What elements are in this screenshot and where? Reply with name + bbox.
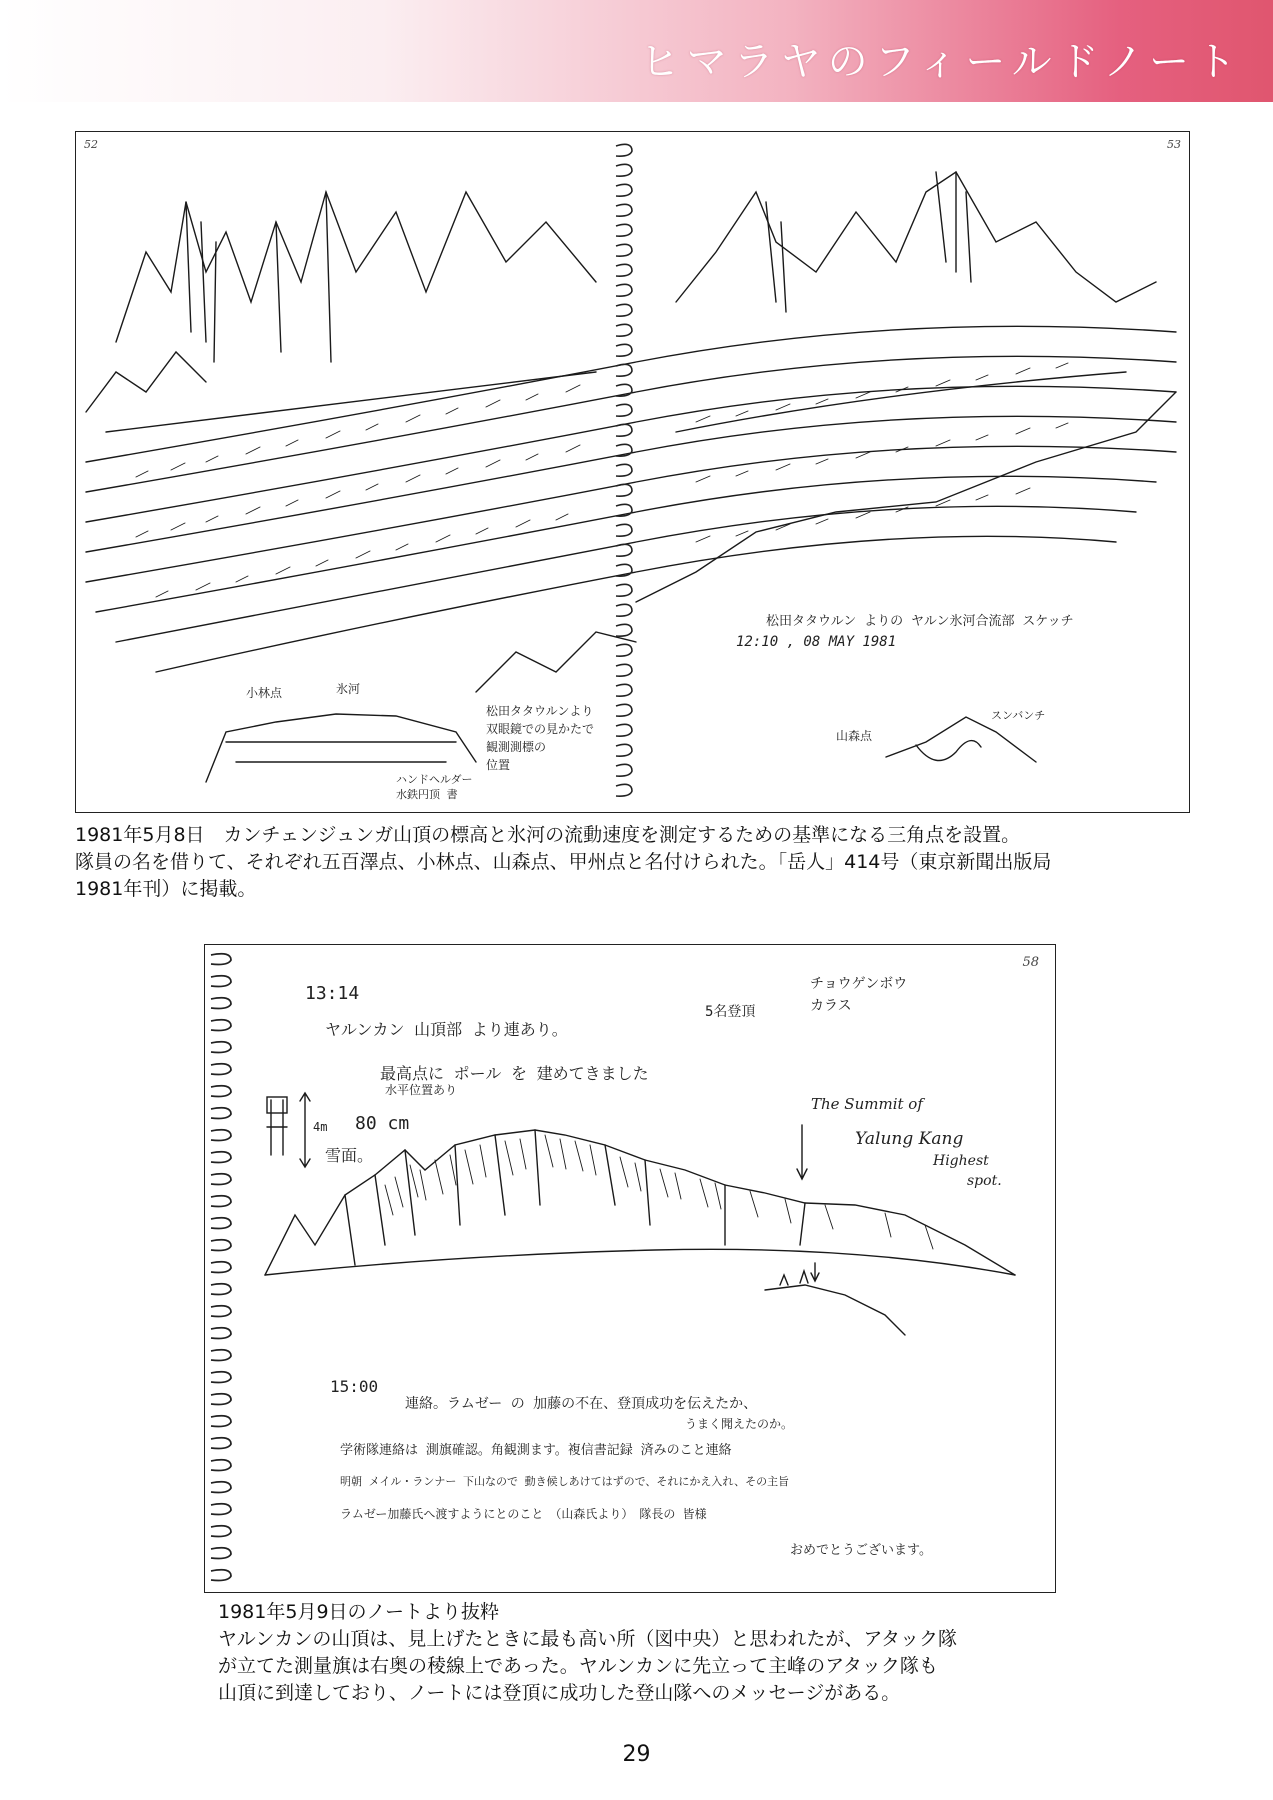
- sketch-page-number-right: 53: [1167, 138, 1181, 151]
- note-line-a: ヤルンカン 山頂部 より連あり。: [325, 1020, 568, 1039]
- note-measure: 80 cm: [355, 1113, 410, 1134]
- notebook-page-number: 58: [1022, 955, 1039, 970]
- note-five-summit: 5名登頂: [705, 1004, 756, 1020]
- caption-line: 山頂に到達しており、ノートには登頂に成功した登山隊へのメッセージがある。: [218, 1682, 901, 1704]
- note-time-2: 15:00: [330, 1377, 379, 1396]
- sketch-label-right: スンバンチ: [991, 709, 1046, 722]
- caption-figure-1: [75, 822, 1195, 903]
- note-line-c: 連絡。ラムゼー の 加藤の不在、登頂成功を伝えたか、: [405, 1396, 758, 1412]
- caption-figure-2: [218, 1599, 1088, 1707]
- note-spot: spot.: [967, 1173, 1002, 1189]
- sketch-label-yamamori: 山森点: [836, 729, 873, 743]
- note-line-e: 明朝 メイル・ランナー 下山なので 動き候しあけてはずので、それにかえ入れ、その主旨: [340, 1475, 790, 1488]
- caption-line: が立てた測量旗は右奥の稜線上であった。ヤルンカンに先立って主峰のアタック隊も: [218, 1655, 938, 1677]
- sketch-left-note-line: 位置: [486, 758, 511, 772]
- sketch-hand-note: [396, 772, 473, 802]
- note-summit-of: The Summit of: [811, 1095, 923, 1113]
- caption-line: ヤルンカンの山頂は、見上げたときに最も高い所（図中央）と思われたが、アタック隊: [218, 1628, 958, 1650]
- sketch-hand-note-line: ハンドヘルダー: [396, 773, 473, 786]
- note-top-right-line: チョウゲンボウ: [810, 976, 908, 992]
- page-title: ヒマラヤのフィールドノート: [639, 39, 1243, 85]
- caption-line: 1981年刊）に掲載。: [75, 878, 257, 900]
- header-band: [0, 0, 1273, 102]
- sketch-left-note-line: 観測測標の: [486, 740, 547, 754]
- note-line-b: 最高点に ポール を 建めてきました: [380, 1064, 649, 1083]
- note-line-f: ラムゼー加藤氏へ渡すようにとのこと （山森氏より） 隊長の 皆様: [340, 1507, 707, 1521]
- caption-line: 隊員の名を借りて、それぞれ五百澤点、小林点、山森点、甲州点と名付けられた。「岳人」414号（東京新聞出版局: [75, 851, 1052, 873]
- note-measure-label: 4m: [313, 1120, 328, 1134]
- sketch-note-datetime: 12:10 , 08 MAY 1981: [736, 634, 897, 650]
- note-line-c2: うまく聞えたのか。: [685, 1417, 794, 1431]
- caption-line: 1981年5月8日 カンチェンジュンガ山頂の標高と氷河の流動速度を測定するための基準になる三角点を設置。: [75, 824, 1021, 846]
- note-highest: Highest: [933, 1153, 989, 1169]
- sketch-left-note-line: 松田タタウルンより: [486, 704, 594, 718]
- note-snow-surface: 雪面。: [325, 1146, 374, 1165]
- sketch-left-note: [486, 702, 636, 774]
- sketch-page-number-left: 52: [84, 138, 98, 151]
- sketch-figure-2: [204, 944, 1056, 1593]
- sketch-note-caption: 松田タタウルン よりの ヤルン氷河合流部 スケッチ: [766, 614, 1074, 629]
- note-yalung-kang: Yalung Kang: [855, 1129, 964, 1149]
- sketch-left-note-line: 双眼鏡での見かたで: [486, 722, 595, 736]
- note-line-b2: 水平位置あり: [385, 1083, 458, 1097]
- sketch-hand-note-line: 水鉄円顶 書: [396, 788, 458, 801]
- note-time-1: 13:14: [305, 983, 360, 1004]
- sketch-figure-1: [75, 131, 1190, 813]
- note-top-right-line: カラス: [810, 998, 852, 1014]
- caption-line: 1981年5月9日のノートより抜粋: [218, 1601, 499, 1623]
- note-line-g: おめでとうございます。: [790, 1543, 932, 1558]
- sketch-label-kobayashi: 小林点: [246, 686, 283, 700]
- sketch-label-glacier: 氷河: [336, 682, 361, 696]
- note-line-d: 学術隊連絡は 測旗確認。角観測ます。複信書記録 済みのこと連絡: [340, 1443, 732, 1458]
- summit-sketch-drawing: [205, 945, 1055, 1592]
- page-number: 29: [622, 1742, 651, 1767]
- note-top-right: [810, 973, 907, 1017]
